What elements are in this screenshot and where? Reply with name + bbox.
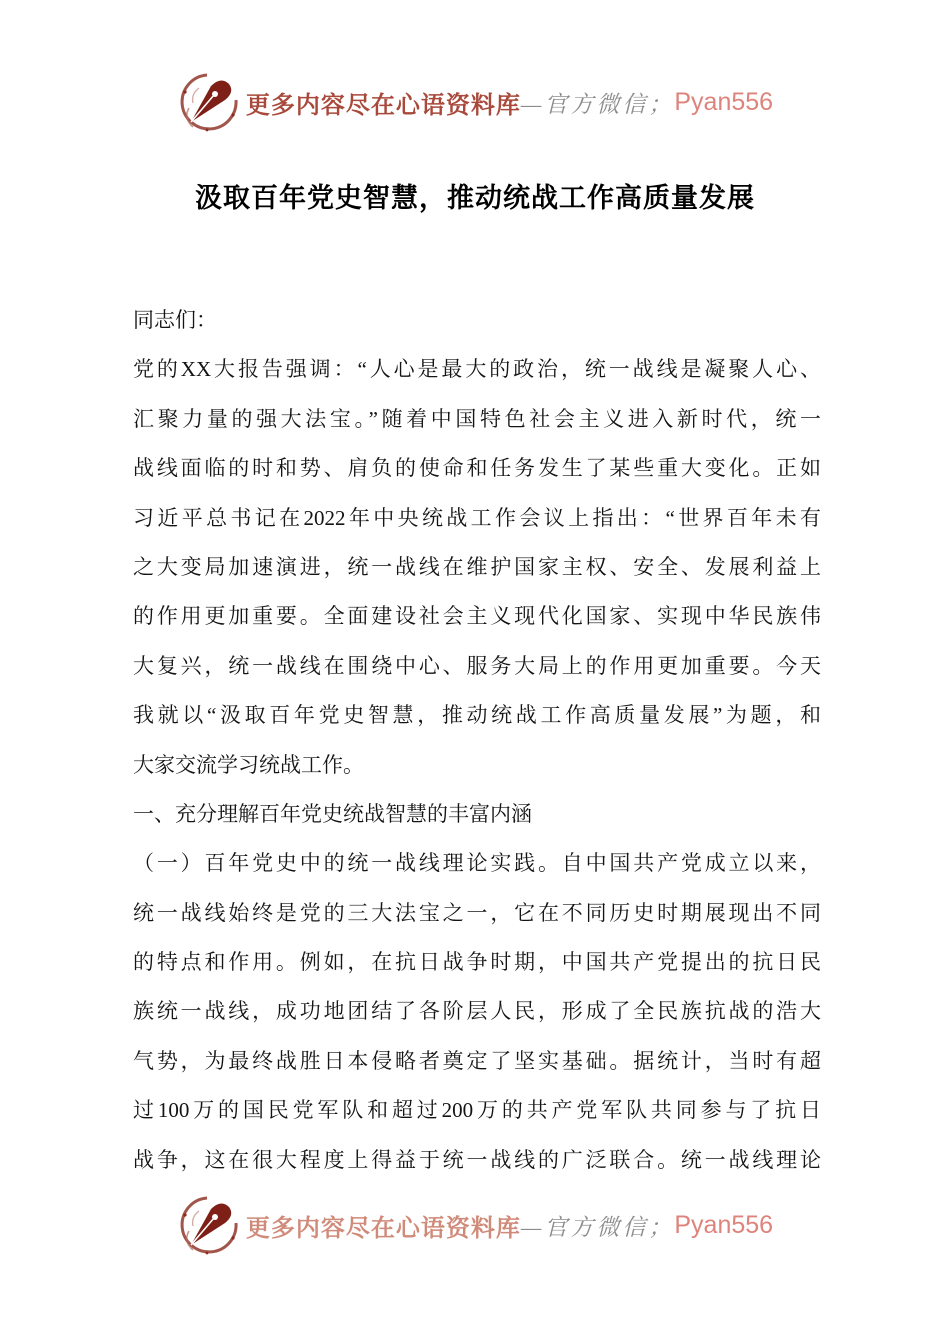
text-line: 一、充分理解百年党史统战智慧的丰富内涵 [133, 801, 532, 826]
wechat-label: —官方微信； [520, 1214, 675, 1240]
text-line: 的特点和作用。例如，在抗日战争时期，中国共产党提出的抗日民 [133, 950, 821, 975]
wechat-id: Pyan556 [674, 87, 774, 116]
text-line: （一）百年党史中的统一战线理论实践。自中国共产党成立以来， [133, 851, 821, 876]
text-line: 同志们： [133, 308, 217, 332]
wechat-label: —官方微信； [520, 91, 675, 117]
footer-watermark [0, 1193, 950, 1257]
text-line: 气势，为最终战胜日本侵略者奠定了坚实基础。据统计，当时有超 [133, 1048, 821, 1073]
text-line: 之大变局加速演进，统一战线在维护国家主权、安全、发展利益上 [133, 554, 821, 579]
text-line: 我就以“汲取百年党史智慧，推动统战工作高质量发展”为题，和 [133, 703, 821, 728]
text-line: 大复兴，统一战线在围绕中心、服务大局上的作用更加重要。今天 [133, 653, 821, 678]
text-line: 党的XX大报告强调：“人心是最大的政治，统一战线是凝聚人心、 [133, 357, 821, 382]
text-line: 汇聚力量的强大法宝。”随着中国特色社会主义进入新时代，统一 [133, 406, 821, 431]
text-line: 大家交流学习统战工作。 [133, 752, 364, 777]
pen-nib-swirl-icon [177, 70, 241, 134]
text-line: 习近平总书记在2022年中央统战工作会议上指出：“世界百年未有 [133, 505, 821, 530]
pen-nib-swirl-icon [177, 1193, 241, 1257]
text-line: 战线面临的时和势、肩负的使命和任务发生了某些重大变化。正如 [133, 456, 821, 481]
text-line: 过100万的国民党军队和超过200万的共产党军队共同参与了抗日 [133, 1098, 821, 1123]
document-title: 汲取百年党史智慧，推动统战工作高质量发展 [195, 183, 755, 213]
text-line: 族统一战线，成功地团结了各阶层人民，形成了全民族抗战的浩大 [133, 999, 821, 1024]
text-line: 的作用更加重要。全面建设社会主义现代化国家、实现中华民族伟 [133, 604, 821, 629]
brand-text: 更多内容尽在心语资料库 [245, 92, 521, 119]
brand-text: 更多内容尽在心语资料库 [245, 1215, 521, 1242]
header-watermark [0, 70, 950, 134]
text-line: 战争，这在很大程度上得益于统一战线的广泛联合。统一战线理论 [133, 1147, 821, 1172]
wechat-id: Pyan556 [674, 1210, 774, 1239]
document-body [133, 296, 821, 1185]
text-line: 统一战线始终是党的三大法宝之一，它在不同历史时期展现出不同 [133, 900, 821, 925]
